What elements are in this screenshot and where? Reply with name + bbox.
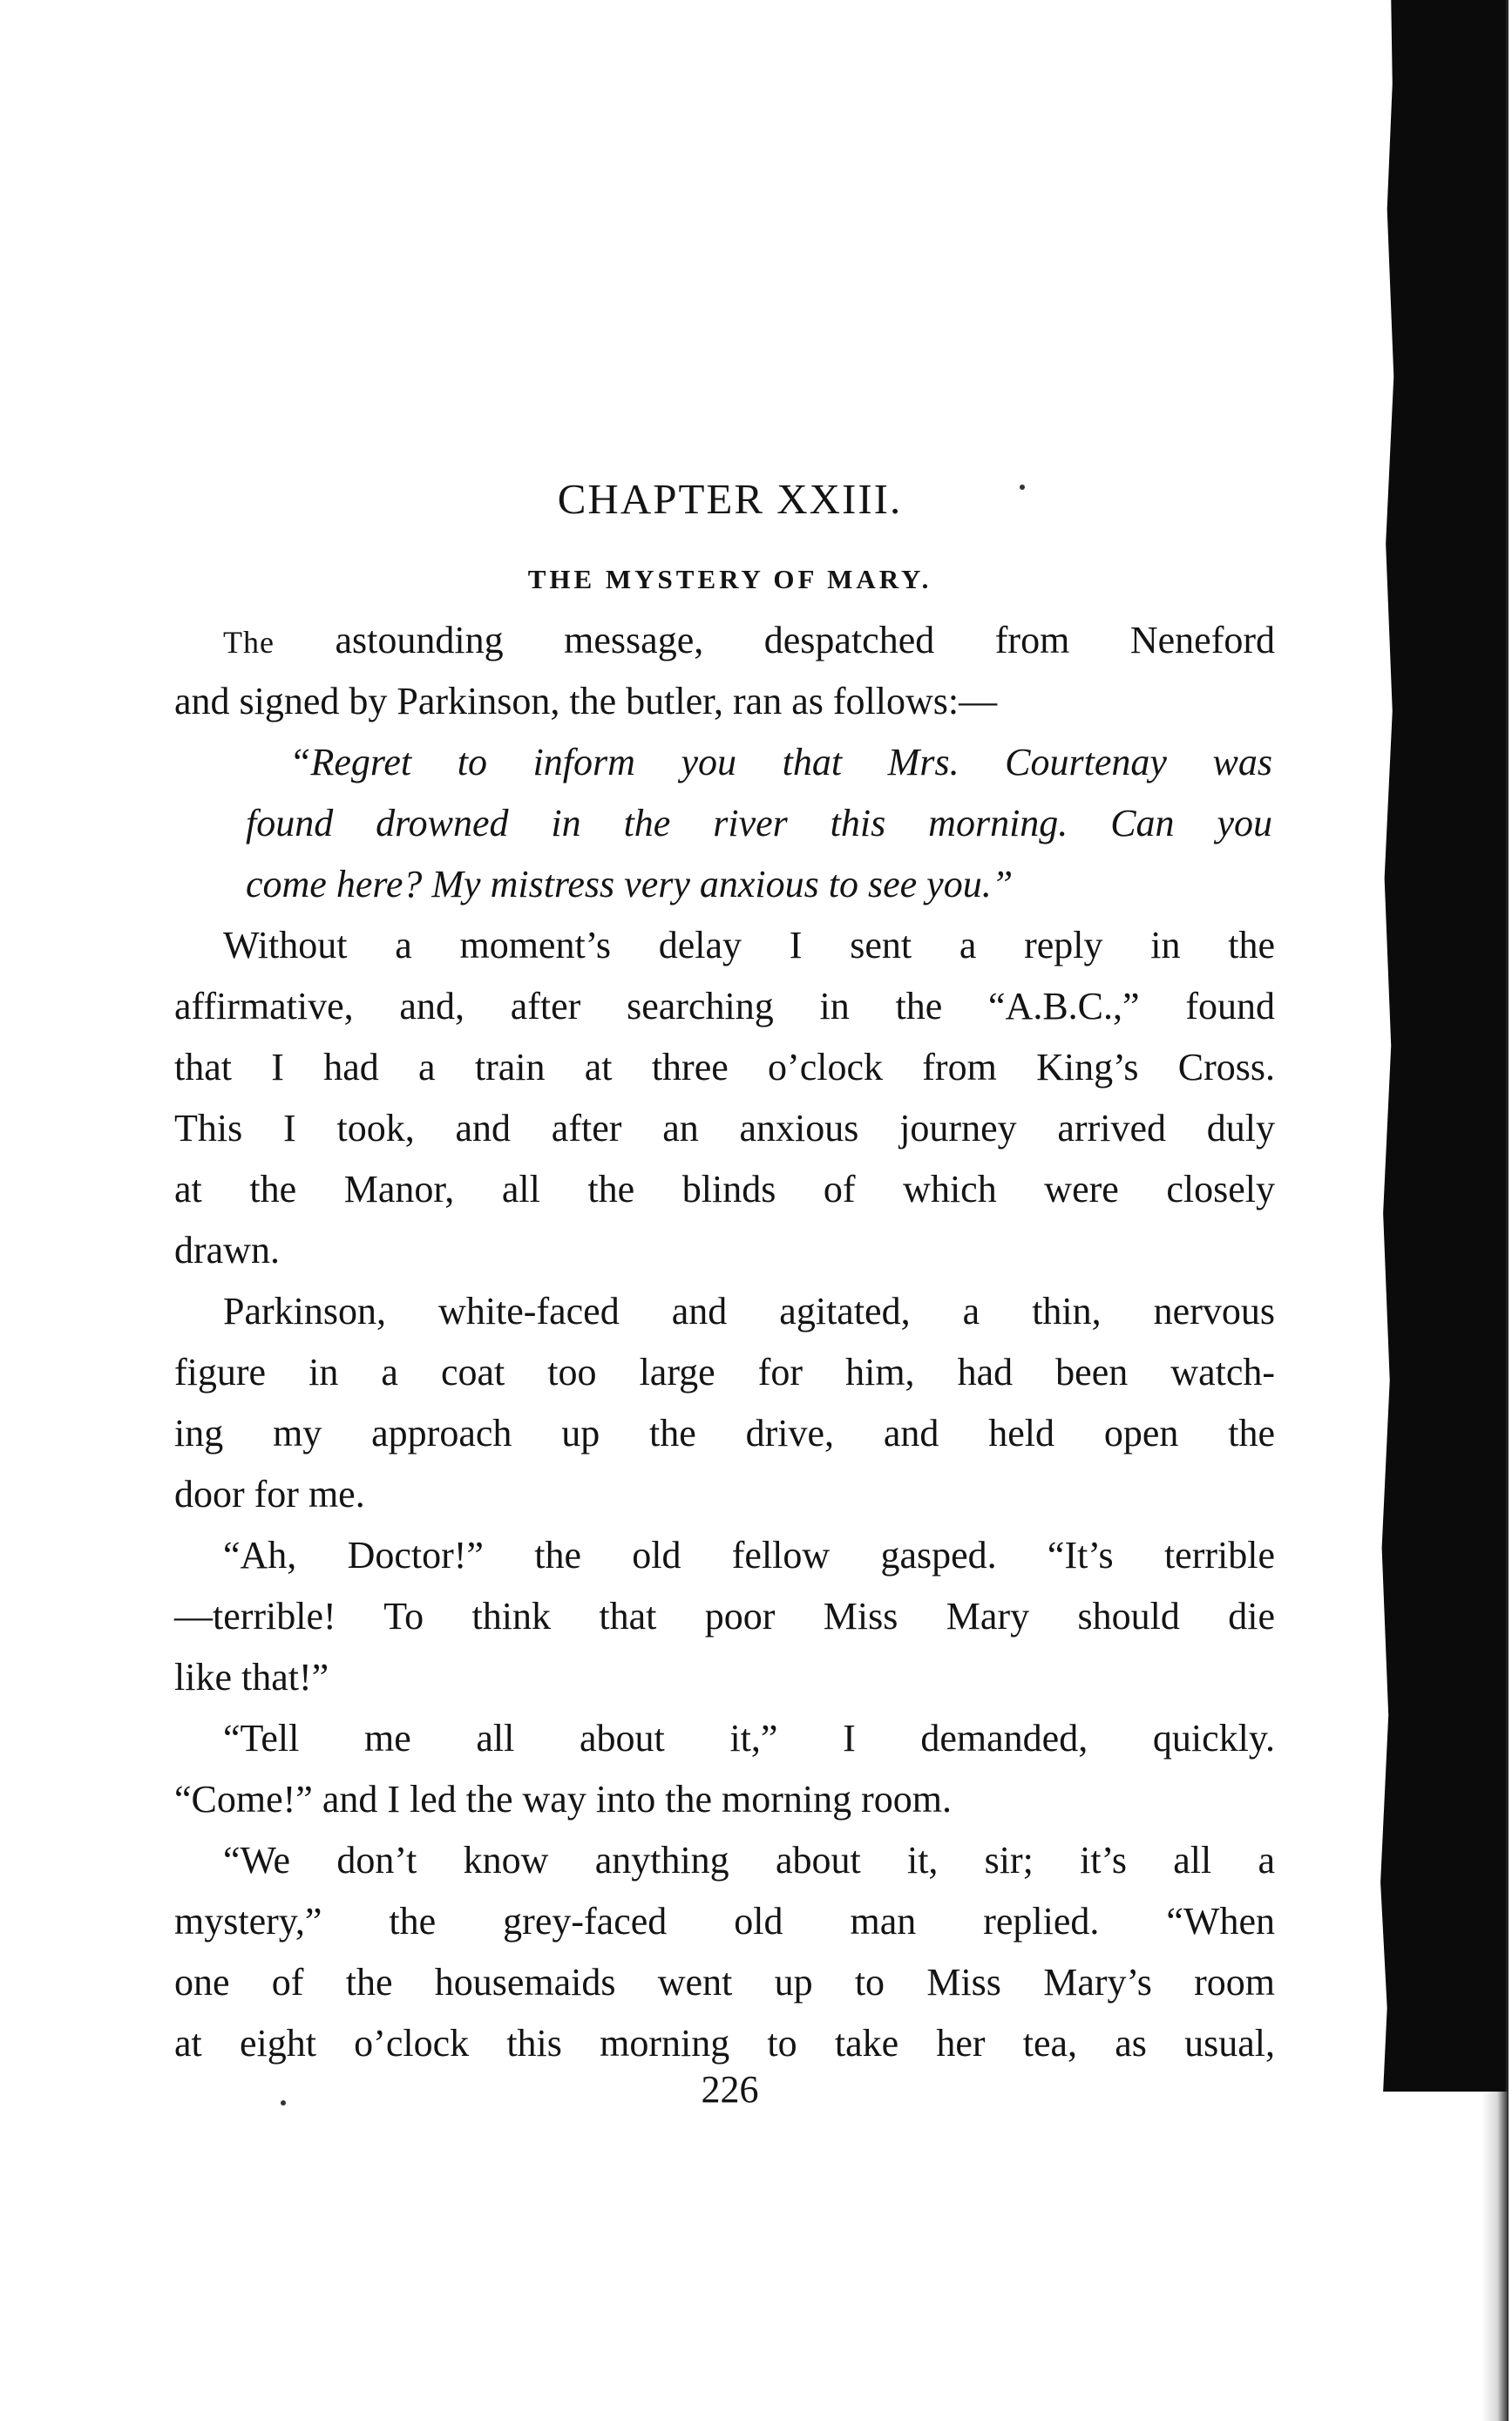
text-line: found drowned in the river this morning. Can you — [246, 802, 1272, 844]
paragraph — [174, 915, 1275, 1281]
text-line: that I had a train at three o’clock from King’s Cross. — [174, 1046, 1275, 1088]
text-line: Parkinson, white-faced and agitated, a thin, nervous — [223, 1290, 1275, 1333]
text-line: one of the housemaids went up to Miss Mary’s room — [174, 1961, 1275, 2004]
text-line: ing my approach up the drive, and held open the — [174, 1412, 1275, 1455]
text-line: come here? My mistress very anxious to see you.” — [246, 863, 1014, 905]
text-line: like that!” — [174, 1656, 329, 1699]
text-line: Without a moment’s delay I sent a reply in the — [223, 924, 1275, 966]
text-line: “Tell me all about it,” I demanded, quickly. — [223, 1717, 1275, 1760]
text-line: “Come!” and I led the way into the morning room. — [174, 1778, 952, 1821]
text-line: door for me. — [174, 1473, 365, 1516]
text-line: mystery,” the grey-faced old man replied. “When — [174, 1900, 1275, 1943]
text-line: drawn. — [174, 1229, 280, 1272]
text-line: “Regret to inform you that Mrs. Courtenay was — [289, 741, 1272, 783]
binding-edge-lower — [1481, 2092, 1508, 2421]
text-line: and signed by Parkinson, the butler, ran as follows:— — [174, 680, 998, 722]
text-line: affirmative, and, after searching in the “A.B.C.,” found — [174, 985, 1275, 1027]
chapter-subtitle: THE MYSTERY OF MARY. — [527, 564, 932, 594]
text-line: at the Manor, all the blinds of which were closely — [174, 1168, 1275, 1210]
text-line: “We don’t know anything about it, sir; it’s all a — [223, 1839, 1275, 1882]
binding-shadow — [1375, 0, 1508, 2092]
text-line: —terrible! To think that poor Miss Mary should die — [174, 1595, 1275, 1638]
text-line-content: astounding message, despatched from Neneford — [335, 619, 1275, 661]
text-line: This I took, and after an anxious journey arrived duly — [174, 1107, 1275, 1149]
telegram-quote — [246, 732, 1272, 915]
paragraph — [174, 1708, 1275, 1830]
page-edge-line — [1506, 0, 1509, 2421]
paragraph — [174, 1830, 1275, 2074]
text-line: “Ah, Doctor!” the old fellow gasped. “It’s terrible — [223, 1534, 1275, 1577]
dropcap-word: The — [223, 625, 275, 660]
paragraph — [174, 1525, 1275, 1708]
paragraph — [174, 610, 1275, 732]
paragraph — [174, 1281, 1275, 1525]
page-number: 226 — [701, 2068, 759, 2111]
text-line: figure in a coat too large for him, had been watch- — [174, 1351, 1275, 1394]
text-line: at eight o’clock this morning to take her tea, as usual, — [174, 2022, 1275, 2065]
chapter-title: CHAPTER XXIII. — [557, 475, 903, 523]
text-line — [174, 610, 1275, 671]
